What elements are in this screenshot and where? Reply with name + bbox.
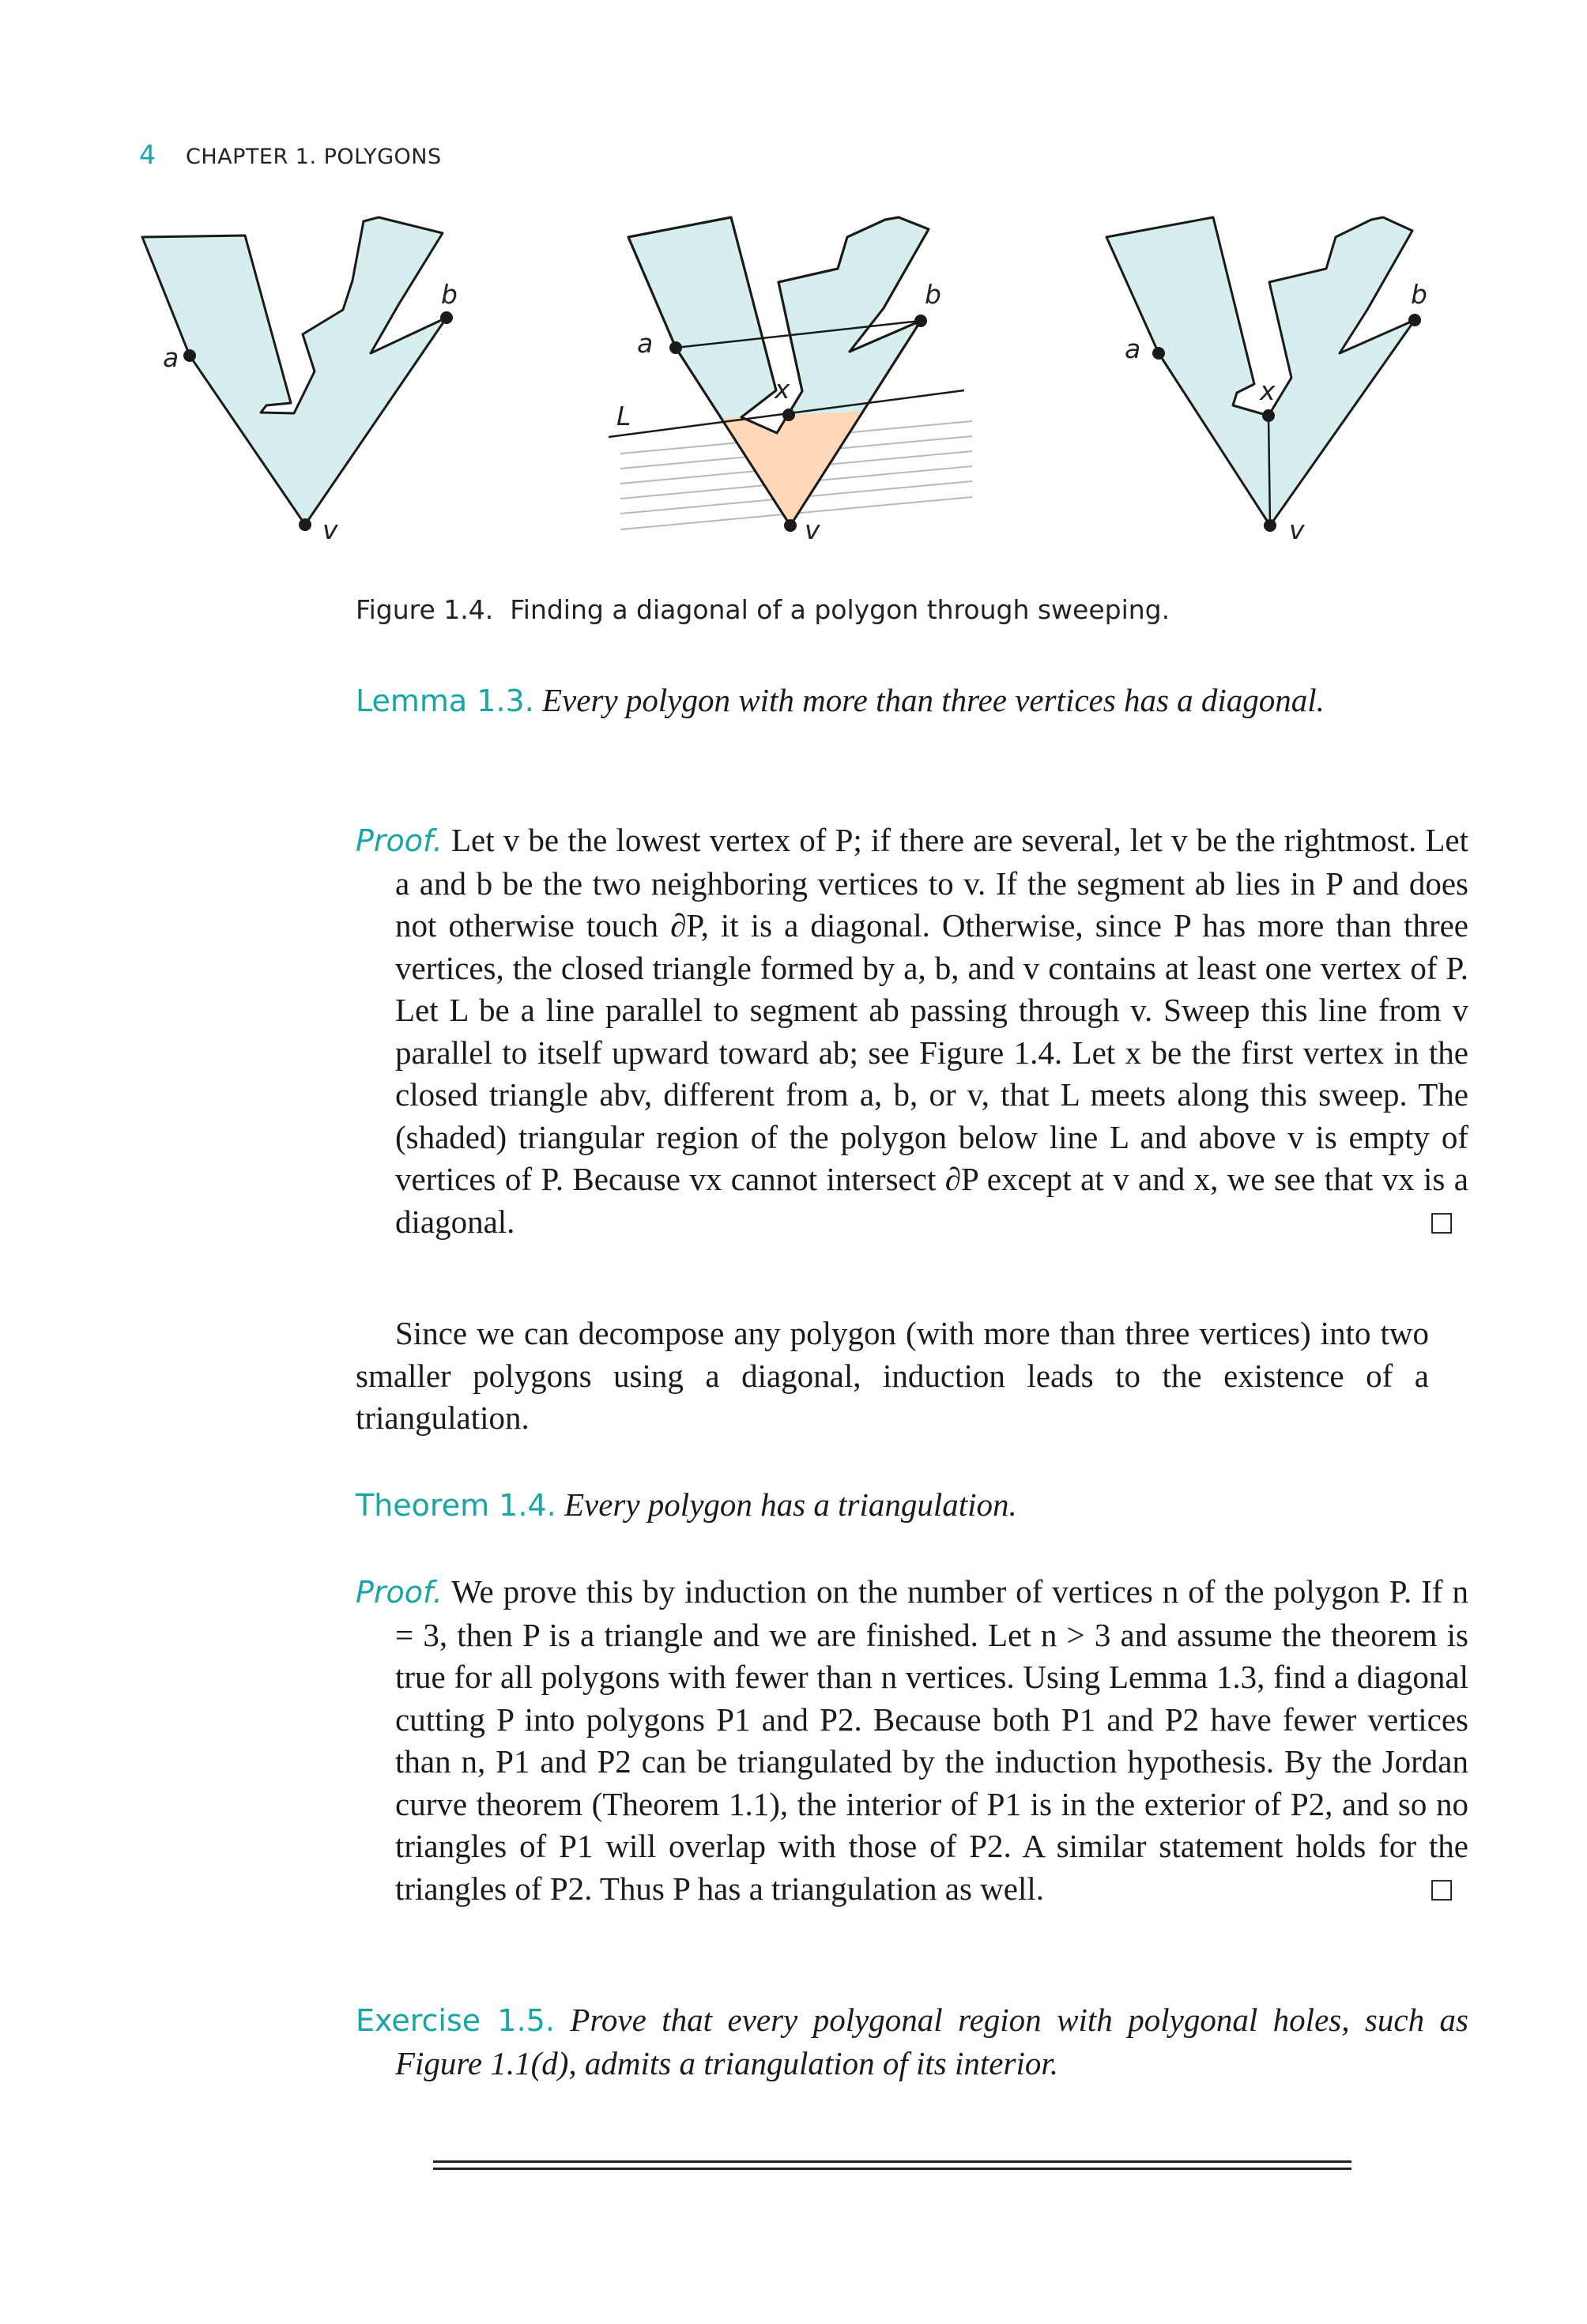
label-a: a — [637, 328, 654, 359]
polygon-panel-1 — [142, 217, 458, 545]
exercise-1-5 — [356, 1999, 1468, 2085]
vertex-b — [914, 315, 927, 327]
paragraph-text: Since we can decompose any polygon (with more than three vertices) into two smaller polygons using a diagonal, induction leads to the existence of a triangulation. — [356, 1315, 1429, 1436]
theorem-1-4 — [356, 1484, 1429, 1527]
label-b: b — [441, 279, 458, 310]
vertex-x — [782, 409, 795, 421]
vertex-b — [1408, 314, 1421, 326]
proof-text: Let v be the lowest vertex of P; if there are several, let v be the rightmost. Let a and b be the two neighboring vertices to v. If the segment ab lies in P and does not otherwise touch ∂P, it is a diagonal. Otherwise, since P has more than three vertices, the closed triangle formed by a, b, and v contains at least one vertex of P. Let L be a line parallel to segment ab passing through v. Sweep this line from v parallel to itself upward toward ab; see Figure 1.4. Let x be the first vertex in the closed triangle abv, different from a, b, or v, that L meets along this sweep. The (shaded) triangular region of the polygon below line L and above v is empty of vertices of P. Because vx cannot intersect ∂P except at v and x, we see that vx is a diagonal. — [395, 822, 1469, 1240]
exercise-label: Exercise 1.5. — [356, 2003, 555, 2038]
polygon-panel-2 — [553, 217, 1027, 569]
page-number: 4 — [139, 139, 156, 170]
vertex-v — [1264, 519, 1276, 532]
label-v: v — [322, 514, 338, 545]
lemma-statement: Every polygon with more than three vertices has a diagonal. — [542, 682, 1325, 718]
label-x: x — [775, 374, 790, 405]
proof-text: We prove this by induction on the number of vertices n of the polygon P. If n = 3, then P is a triangle and we are finished. Let n > 3 and assume the theorem is true for all polygons with fewer than n vertices. Using Lemma 1.3, find a diagonal cutting P into polygons P1 and P2. Because both P1 and P2 have fewer vertices than n, P1 and P2 can be triangulated by the induction hypothesis. By the Jordan curve theorem (Theorem 1.1), the interior of P1 is in the exterior of P2, and so no triangles of P1 will overlap with those of P2. A similar statement holds for the triangles of P2. Thus P has a triangulation as well. — [395, 1573, 1468, 1907]
vertex-a — [669, 341, 682, 354]
label-v: v — [1289, 514, 1305, 545]
polygon-panel-3 — [1106, 217, 1427, 545]
theorem-statement: Every polygon has a triangulation. — [564, 1486, 1017, 1523]
proof-theorem-1-4: Proof. We prove this by induction on the number of vertices n of the polygon P. If n = 3, then P is a triangle and we are finished. Let n > 3 and assume the theorem is true for all polygons with fewer than n vertices. Using Lemma 1.3, find a diagonal cutting P into polygons P1 and P2. Because both P1 and P2 have fewer vertices than n, P1 and P2 can be triangulated by the induction hypothesis. By the Jordan curve theorem (Theorem 1.1), the interior of P1 is in the exterior of P2, and so no triangles of P1 will overlap with those of P2. A similar statement holds for the triangles of P2. Thus P has a triangulation as well. □ — [356, 1573, 1468, 1907]
label-b: b — [1411, 279, 1427, 310]
figure-1-4 — [0, 0, 1587, 569]
section-rule-bottom — [433, 2168, 1351, 2170]
chapter-title: CHAPTER 1. POLYGONS — [186, 145, 442, 169]
vertex-a — [1152, 347, 1165, 360]
figure-caption: Figure 1.4. Finding a diagonal of a polygon through sweeping. — [356, 594, 1170, 625]
exercise-statement: Prove that every polygonal region with polygonal holes, such as Figure 1.1(d), admits a triangulation of its interior. — [395, 2002, 1469, 2081]
label-x: x — [1260, 375, 1276, 406]
lemma-label: Lemma 1.3. — [356, 684, 534, 718]
lemma-1-3 — [356, 680, 1429, 723]
label-v: v — [805, 514, 820, 545]
vertex-a — [183, 349, 196, 362]
polygon-shape — [142, 217, 447, 525]
label-L: L — [616, 401, 631, 431]
body-paragraph — [356, 1313, 1429, 1440]
vertex-b — [440, 311, 453, 324]
theorem-label: Theorem 1.4. — [356, 1488, 556, 1523]
proof-label: Proof. — [356, 823, 443, 858]
proof-lemma-1-3: Proof. Let v be the lowest vertex of P; if there are several, let v be the rightmost. Let a and b be the two neighboring vertices to v. If the segment ab lies in P and does not otherwise touch ∂P, it is a diagonal. Otherwise, since P has more than three vertices, the closed triangle formed by a, b, and v contains at least one vertex of P. Let L be a line parallel to segment ab passing through v. Sweep this line from v parallel to itself upward toward ab; see Figure 1.4. Let x be the first vertex in the closed triangle abv, different from a, b, or v, that L meets along this sweep. The (shaded) triangular region of the polygon below line L and above v is empty of vertices of P. Because vx cannot intersect ∂P except at v and x, we see that vx is a diagonal. □ — [356, 822, 1469, 1240]
vertex-x — [1262, 409, 1275, 422]
vertex-v — [299, 518, 311, 531]
label-b: b — [925, 279, 941, 310]
proof-label: Proof. — [356, 1575, 443, 1610]
polygon-shape — [1106, 217, 1415, 525]
vertex-v — [784, 519, 797, 532]
section-rule-top — [433, 2160, 1351, 2163]
label-a: a — [1125, 333, 1141, 364]
label-a: a — [163, 342, 179, 373]
